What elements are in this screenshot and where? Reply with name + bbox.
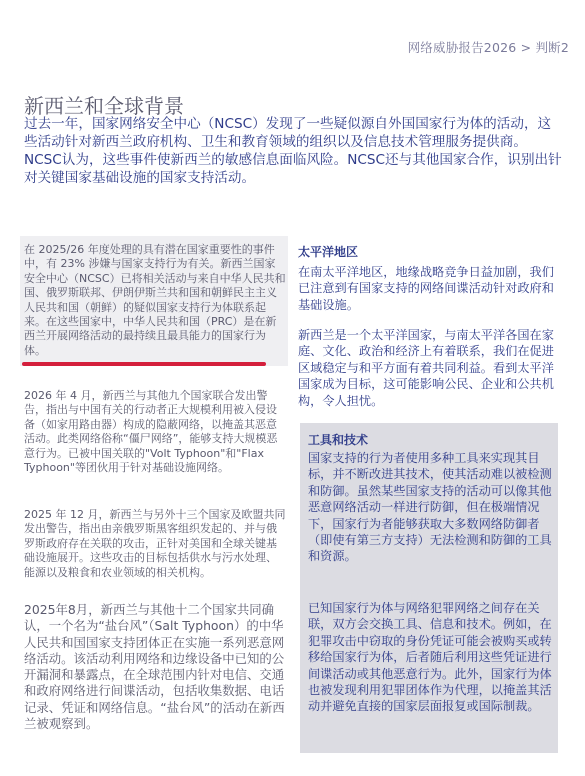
- intro-paragraph: 过去一年，国家网络安全中心（NCSC）发现了一些疑似源自外国国家行为体的活动，这些活动针对新西兰政府机构、卫生和教育领域的组织以及信息技术管理服务提供商。NCSC认为，这些事件使新西兰的敏感信息面临风险。NCSC还与其他国家合作，识别出针对关键国家基础设施的国家支持活动。: [24, 116, 562, 186]
- tools-paragraph-2: 已知国家行为体与网络犯罪网络之间存在关联，双方会交换工具、信息和技术。例如，在犯罪攻击中窃取的身份凭证可能会被购买或转移给国家行为体，后者随后利用这些凭证进行间谍活动或其他恶意行为。此外，国家行为体也被发现利用犯罪团体作为代理，以掩盖其活动并避免直接的国家层面报复或国际制裁。: [308, 601, 552, 714]
- left-paragraph-4: 2025年8月，新西兰与其他十二个国家共同确认，一个名为“盐台风”（Salt Typhoon）的中华人民共和国国家支持团体正在实施一系列恶意网络活动。该活动利用网络和边缘设备中已知的公开漏洞和暴露点，在全球范围内针对电信、交通和政府网络进行间谍活动，包括收集数据、电话记录、凭证和网络信息。“盐台风”的活动在新西兰被观察到。: [24, 602, 285, 732]
- pacific-heading: 太平洋地区: [298, 245, 359, 259]
- red-underline-mark: [22, 362, 266, 366]
- page-header-breadcrumb: 网络威胁报告2026 > 判断2: [407, 40, 569, 55]
- tools-paragraph-1: 国家支持的行为者使用多种工具来实现其目标，并不断改进其技术，使其活动难以被检测和防御。虽然某些国家支持的活动可以像其他恶意网络活动一样进行防御，但在极端情况下，国家行为者能够获取大多数网络防御者（即使有第三方支持）无法检测和防御的工具和资源。: [308, 451, 552, 564]
- pacific-paragraph-1: 在南太平洋地区，地缘战略竞争日益加剧，我们已注意到有国家支持的网络间谍活动针对政府和基础设施。: [298, 265, 554, 312]
- tools-heading: 工具和技术: [308, 433, 369, 447]
- left-paragraph-3: 2025 年 12 月，新西兰与另外十三个国家及欧盟共同发出警告，指出由亲俄罗斯黑客组织发起的、并与俄罗斯政府存在关联的攻击，正针对美国和全球关键基础设施展开。这些攻击的目标包括供水与污水处理、能源以及粮食和农业领域的相关机构。: [24, 508, 286, 579]
- left-paragraph-2: 2026 年 4 月，新西兰与其他九个国家联合发出警告，指出与中国有关的行动者正大规模利用被入侵设备（如家用路由器）构成的隐蔽网络，以掩盖其恶意活动。此类网络俗称“僵尸网络”，能够支持大规模恶意行为。已被中国关联的"Volt Typhoon"和"Flax Typhoon"等团伙用于针对基础设施网络。: [24, 389, 278, 475]
- pacific-paragraph-2: 新西兰是一个太平洋国家，与南太平洋各国在家庭、文化、政治和经济上有着联系，我们在促进区域稳定与和平方面有着共同利益。看到太平洋国家成为目标，这可能影响公民、企业和公共机构，令人担忧。: [298, 328, 554, 408]
- page-title: 新西兰和全球背景: [24, 94, 184, 118]
- left-paragraph-1: 在 2025/26 年度处理的具有潜在国家重要性的事件中，有 23% 涉嫌与国家支持行为有关。新西兰国家安全中心（NCSC）已将相关活动与来自中华人民共和国、俄罗斯联邦、伊朗伊斯兰共和国和朝鲜民主主义人民共和国（朝鲜）的疑似国家支持行为体联系起来。在这些国家中，中华人民共和国（PRC）是在新西兰开展网络活动的最持续且最具能力的国家行为体。: [24, 243, 286, 357]
